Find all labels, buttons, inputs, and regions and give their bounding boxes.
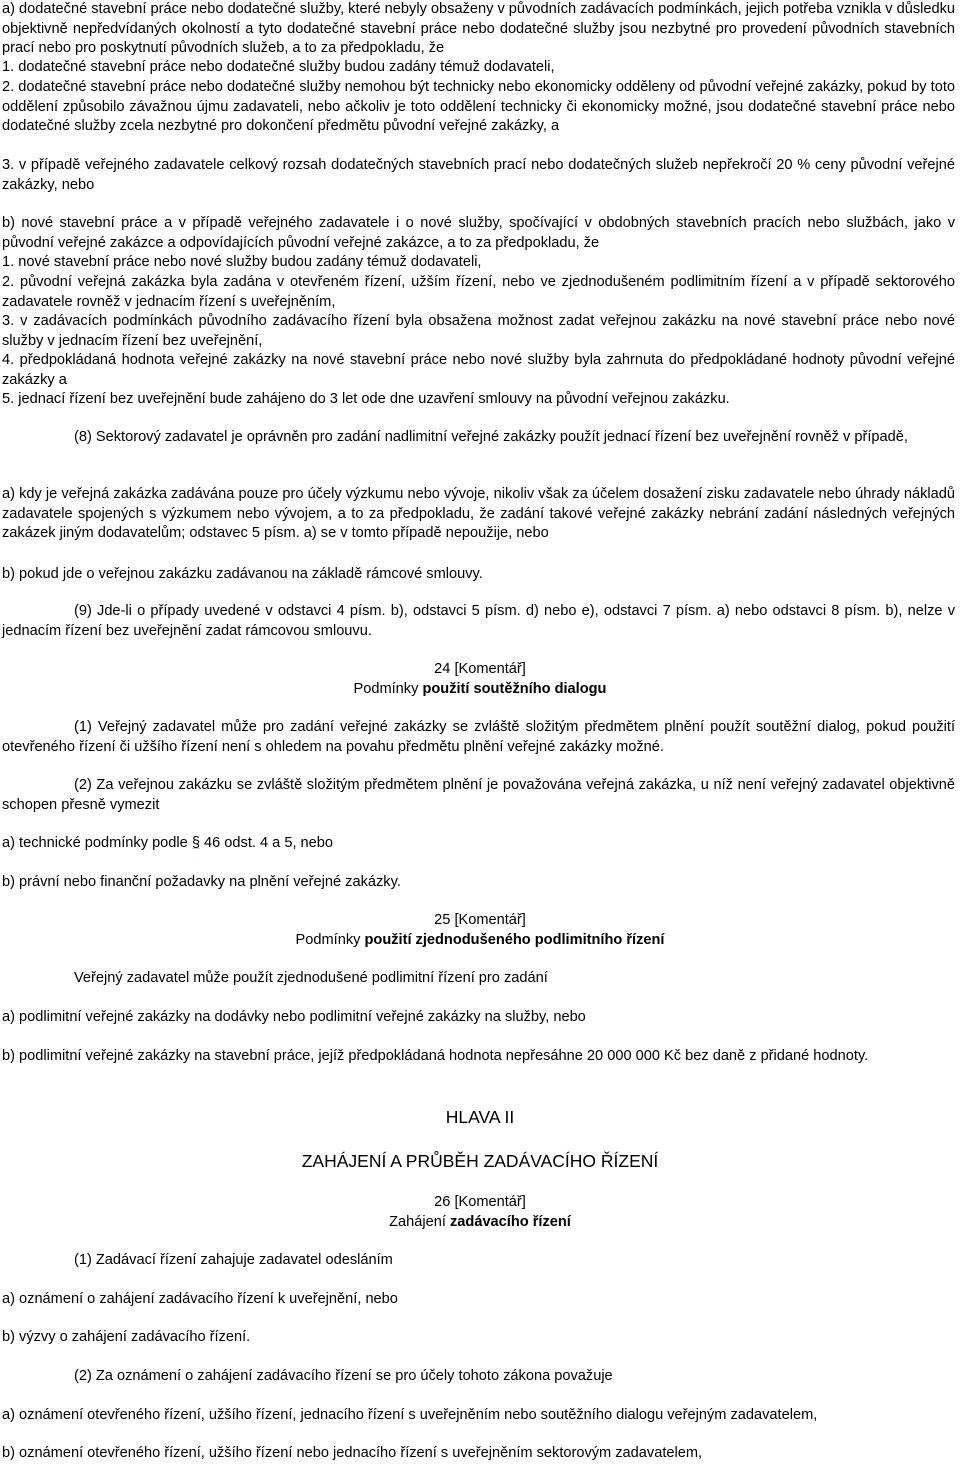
item-a-3: 3. v případě veřejného zadavatele celkový rozsah dodatečných stavebních prací nebo dodatečných služeb nepřekročí 20 % ceny původní veřejné zakázky, nebo — [2, 157, 955, 193]
chapter-heading: HLAVA II — [445, 1107, 515, 1127]
paragraph-46-link[interactable]: § — [191, 835, 200, 851]
section-24-para-2b: b) právní nebo finanční požadavky na plnění veřejné zakázky. — [2, 874, 401, 890]
section-24-para-2a: a) technické podmínky podle § 46 odst. 4 a 5, nebo — [2, 835, 334, 851]
section-25-title: Podmínky použití zjednodušeného podlimitního řízení — [295, 931, 665, 948]
section-24-para-1: (1) Veřejný zadavatel může pro zadání veřejné zakázky se zvláště složitým předmětem plnění použít soutěžní dialog, pokud použití otevřeného řízení či užšího řízení není s ohledem na povahu předmětu plnění veřejné zakázky možné. — [2, 719, 955, 755]
paragraph-9: (9) Jde-li o případy uvedené v odstavci 4 písm. b), odstavci 5 písm. d) nebo e), odstavci 7 písm. a) nebo odstavci 8 písm. b), nelze v jednacím řízení bez uveřejnění zadat rámcovou smlouvu. — [2, 603, 955, 639]
section-26-title: Zahájení zadávacího řízení — [389, 1213, 571, 1230]
section-24-number[interactable]: 24 [Komentář] — [434, 661, 526, 677]
section-24-heading — [0, 660, 960, 699]
section-26-para-1b: b) výzvy o zahájení zadávacího řízení. — [2, 1329, 251, 1345]
section-24-para-2: (2) Za veřejnou zakázku se zvláště složitým předmětem plnění je považována veřejná zakázka, u níž není veřejný zadavatel objektivně schopen přesně vymezit — [2, 777, 955, 813]
section-26-heading — [0, 1193, 960, 1232]
paragraph-8a: a) kdy je veřejná zakázka zadávána pouze pro účely výzkumu nebo vývoje, nikoliv však za účelem dosažení zisku zadavatele nebo úhrady nákladů zadavatele spojených s výzkumem nebo vývojem, a to za předpokladu, že zadání takové veřejné zakázky nebrání zadání následných veřejných zakázek jiným dodavatelům; odstavec 5 písm. a) se v tomto případě nepoužije, nebo — [2, 486, 955, 541]
section-26-para-1a: a) oznámení o zahájení zadávacího řízení k uveřejnění, nebo — [2, 1291, 398, 1307]
item-b-5: 5. jednací řízení bez uveřejnění bude zahájeno do 3 let ode dne uzavření smlouvy na původní veřejnou zakázku. — [2, 391, 730, 407]
item-a-2: 2. dodatečné stavební práce nebo dodatečné služby nemohou být technicky nebo ekonomicky odděleny od původní veřejné zakázky, pokud by toto oddělení způsobilo závažnou újmu zadavateli, nebo ačkoliv je toto oddělení technicky či ekonomicky možné, jsou dodatečné stavební práce nebo dodatečné služby zcela nezbytné pro dokončení předmětu původní veřejné zakázky, a — [2, 79, 955, 134]
section-25-intro: Veřejný zadavatel může použít zjednodušené podlimitní řízení pro zadání — [74, 970, 548, 986]
paragraph-8: (8) Sektorový zadavatel je oprávněn pro zadání nadlimitní veřejné zakázky použít jednací řízení bez uveřejnění rovněž v případě, — [74, 429, 908, 445]
chapter-title: ZAHÁJENÍ A PRŮBĚH ZADÁVACÍHO ŘÍZENÍ — [301, 1151, 659, 1171]
paragraph-8b: b) pokud jde o veřejnou zakázku zadávanou na základě rámcové smlouvy. — [2, 566, 483, 582]
section-25-a: a) podlimitní veřejné zakázky na dodávky nebo podlimitní veřejné zakázky na služby, nebo — [2, 1009, 586, 1025]
section-26-para-2a: a) oznámení otevřeného řízení, užšího řízení, jednacího řízení s uveřejněním nebo soutěžního dialogu veřejným zadavatelem, — [2, 1407, 818, 1423]
item-a-1: 1. dodatečné stavební práce nebo dodatečné služby budou zadány témuž dodavateli, — [2, 59, 555, 75]
item-b-3: 3. v zadávacích podmínkách původního zadávacího řízení byla obsažena možnost zadat veřejnou zakázku na nové stavební práce nebo nové služby v jednacím řízení bez uveřejnění, — [2, 313, 955, 349]
section-26-para-2: (2) Za oznámení o zahájení zadávacího řízení se pro účely tohoto zákona považuje — [74, 1368, 613, 1384]
paragraph-b-nove: b) nové stavební práce a v případě veřejného zadavatele i o nové služby, spočívající v obdobných stavebních pracích nebo službách, jako v původní veřejné zakázce a odpovídajících původní veřejné zakázce, a to za předpokladu, že — [2, 215, 955, 251]
section-24-title: Podmínky použití soutěžního dialogu — [353, 680, 607, 697]
section-26-para-2b: b) oznámení otevřeného řízení, užšího řízení nebo jednacího řízení s uveřejněním sektorovým zadavatelem, — [2, 1445, 703, 1461]
item-b-1: 1. nové stavební práce nebo nové služby budou zadány témuž dodavateli, — [2, 254, 482, 270]
item-b-2: 2. původní veřejná zakázka byla zadána v otevřeném řízení, užším řízení, nebo ve zjednodušeném podlimitním řízení a v případě sektorového zadavatele rovněž v jednacím řízení s uveřejněním, — [2, 274, 955, 310]
item-b-4: 4. předpokládaná hodnota veřejné zakázky na nové stavební práce nebo nové služby byla zahrnuta do předpokládané hodnoty původní veřejné zakázky a — [2, 352, 955, 388]
paragraph-a-dodatecne: a) dodatečné stavební práce nebo dodatečné služby, které nebyly obsaženy v původních zadávacích podmínkách, jejich potřeba vznikla v důsledku objektivně nepředvídaných okolností a tyto dodatečné stavební práce nebo dodatečné služby jsou nezbytné pro provedení původních stavebních prací nebo pro poskytnutí původních služeb, a to za předpokladu, že — [2, 1, 955, 56]
section-26-number[interactable]: 26 [Komentář] — [434, 1194, 526, 1210]
section-26-para-1: (1) Zadávací řízení zahajuje zadavatel odesláním — [74, 1252, 393, 1268]
section-25-heading — [0, 911, 960, 950]
section-25-b: b) podlimitní veřejné zakázky na stavební práce, jejíž předpokládaná hodnota nepřesáhne 20 000 000 Kč bez daně z přidané hodnoty. — [2, 1048, 869, 1064]
section-25-number[interactable]: 25 [Komentář] — [434, 912, 526, 928]
